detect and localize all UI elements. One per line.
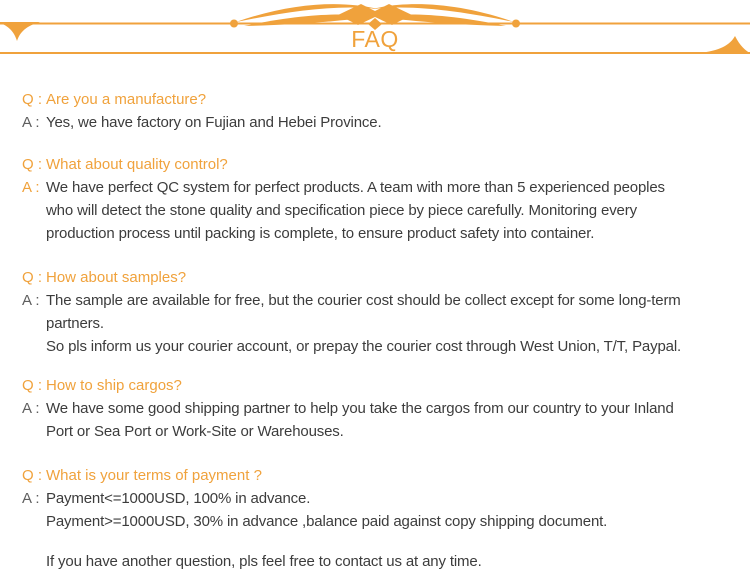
question-row [22,89,750,111]
question-row [22,465,750,487]
answer-lines [46,397,750,443]
header-bottom-rule [0,52,750,54]
faq-item-manufacture [22,89,750,134]
answer-line: Yes, we have factory on Fujian and Hebei Province. [46,114,382,131]
answer-line: The sample are available for free, but the courier cost should be collect except for some long-term [46,292,681,309]
answer-prefix: A : [22,292,40,309]
answer-prefix: A : [22,400,40,417]
faq-item-shipping [22,375,750,443]
question-row [22,267,750,289]
answer-line: If you have another question, pls feel free to contact us at any time. [46,553,482,570]
question-text: How to ship cargos? [46,377,182,394]
question-prefix: Q : [22,377,43,394]
page-title: FAQ [351,26,399,52]
answer-row [22,289,750,358]
answer-row [22,487,750,573]
question-row [22,154,750,176]
answer-line: who will detect the stone quality and specification piece by piece carefully. Monitoring every [46,202,637,219]
answer-lines [46,111,750,134]
answer-line: Port or Sea Port or Work-Site or Warehouses. [46,423,344,440]
question-prefix: Q : [22,91,43,108]
answer-line: production process until packing is complete, to ensure product safety into container. [46,225,595,242]
question-prefix: Q : [22,269,43,286]
answer-row [22,111,750,134]
question-row [22,375,750,397]
faq-item-samples [22,267,750,358]
faq-item-payment-terms [22,465,750,573]
answer-line: Payment<=1000USD, 100% in advance. [46,490,311,507]
answer-lines [46,176,750,245]
answer-prefix: A : [22,179,40,196]
answer-line: Payment>=1000USD, 30% in advance ,balance paid against copy shipping document. [46,513,608,530]
answer-line: partners. [46,315,104,332]
question-prefix: Q : [22,467,43,484]
answer-row [22,397,750,443]
answer-prefix: A : [22,490,40,507]
faq-item-quality-control [22,154,750,245]
answer-lines [46,289,750,358]
answer-line: We have some good shipping partner to help you take the cargos from our country to your Inland [46,400,674,417]
answer-line: We have perfect QC system for perfect products. A team with more than 5 experienced peoples [46,179,665,196]
answer-row [22,176,750,245]
question-prefix: Q : [22,156,43,173]
question-text: How about samples? [46,269,187,286]
question-text: What is your terms of payment ? [46,467,262,484]
answer-line: So pls inform us your courier account, or prepay the courier cost through West Union, T/T, Paypal. [46,338,682,355]
answer-lines [46,487,750,573]
faq-header [0,0,750,55]
answer-line-blank [46,533,750,550]
question-text: Are you a manufacture? [46,91,207,108]
faq-list [0,89,750,573]
question-text: What about quality control? [46,156,228,173]
answer-prefix: A : [22,114,40,131]
